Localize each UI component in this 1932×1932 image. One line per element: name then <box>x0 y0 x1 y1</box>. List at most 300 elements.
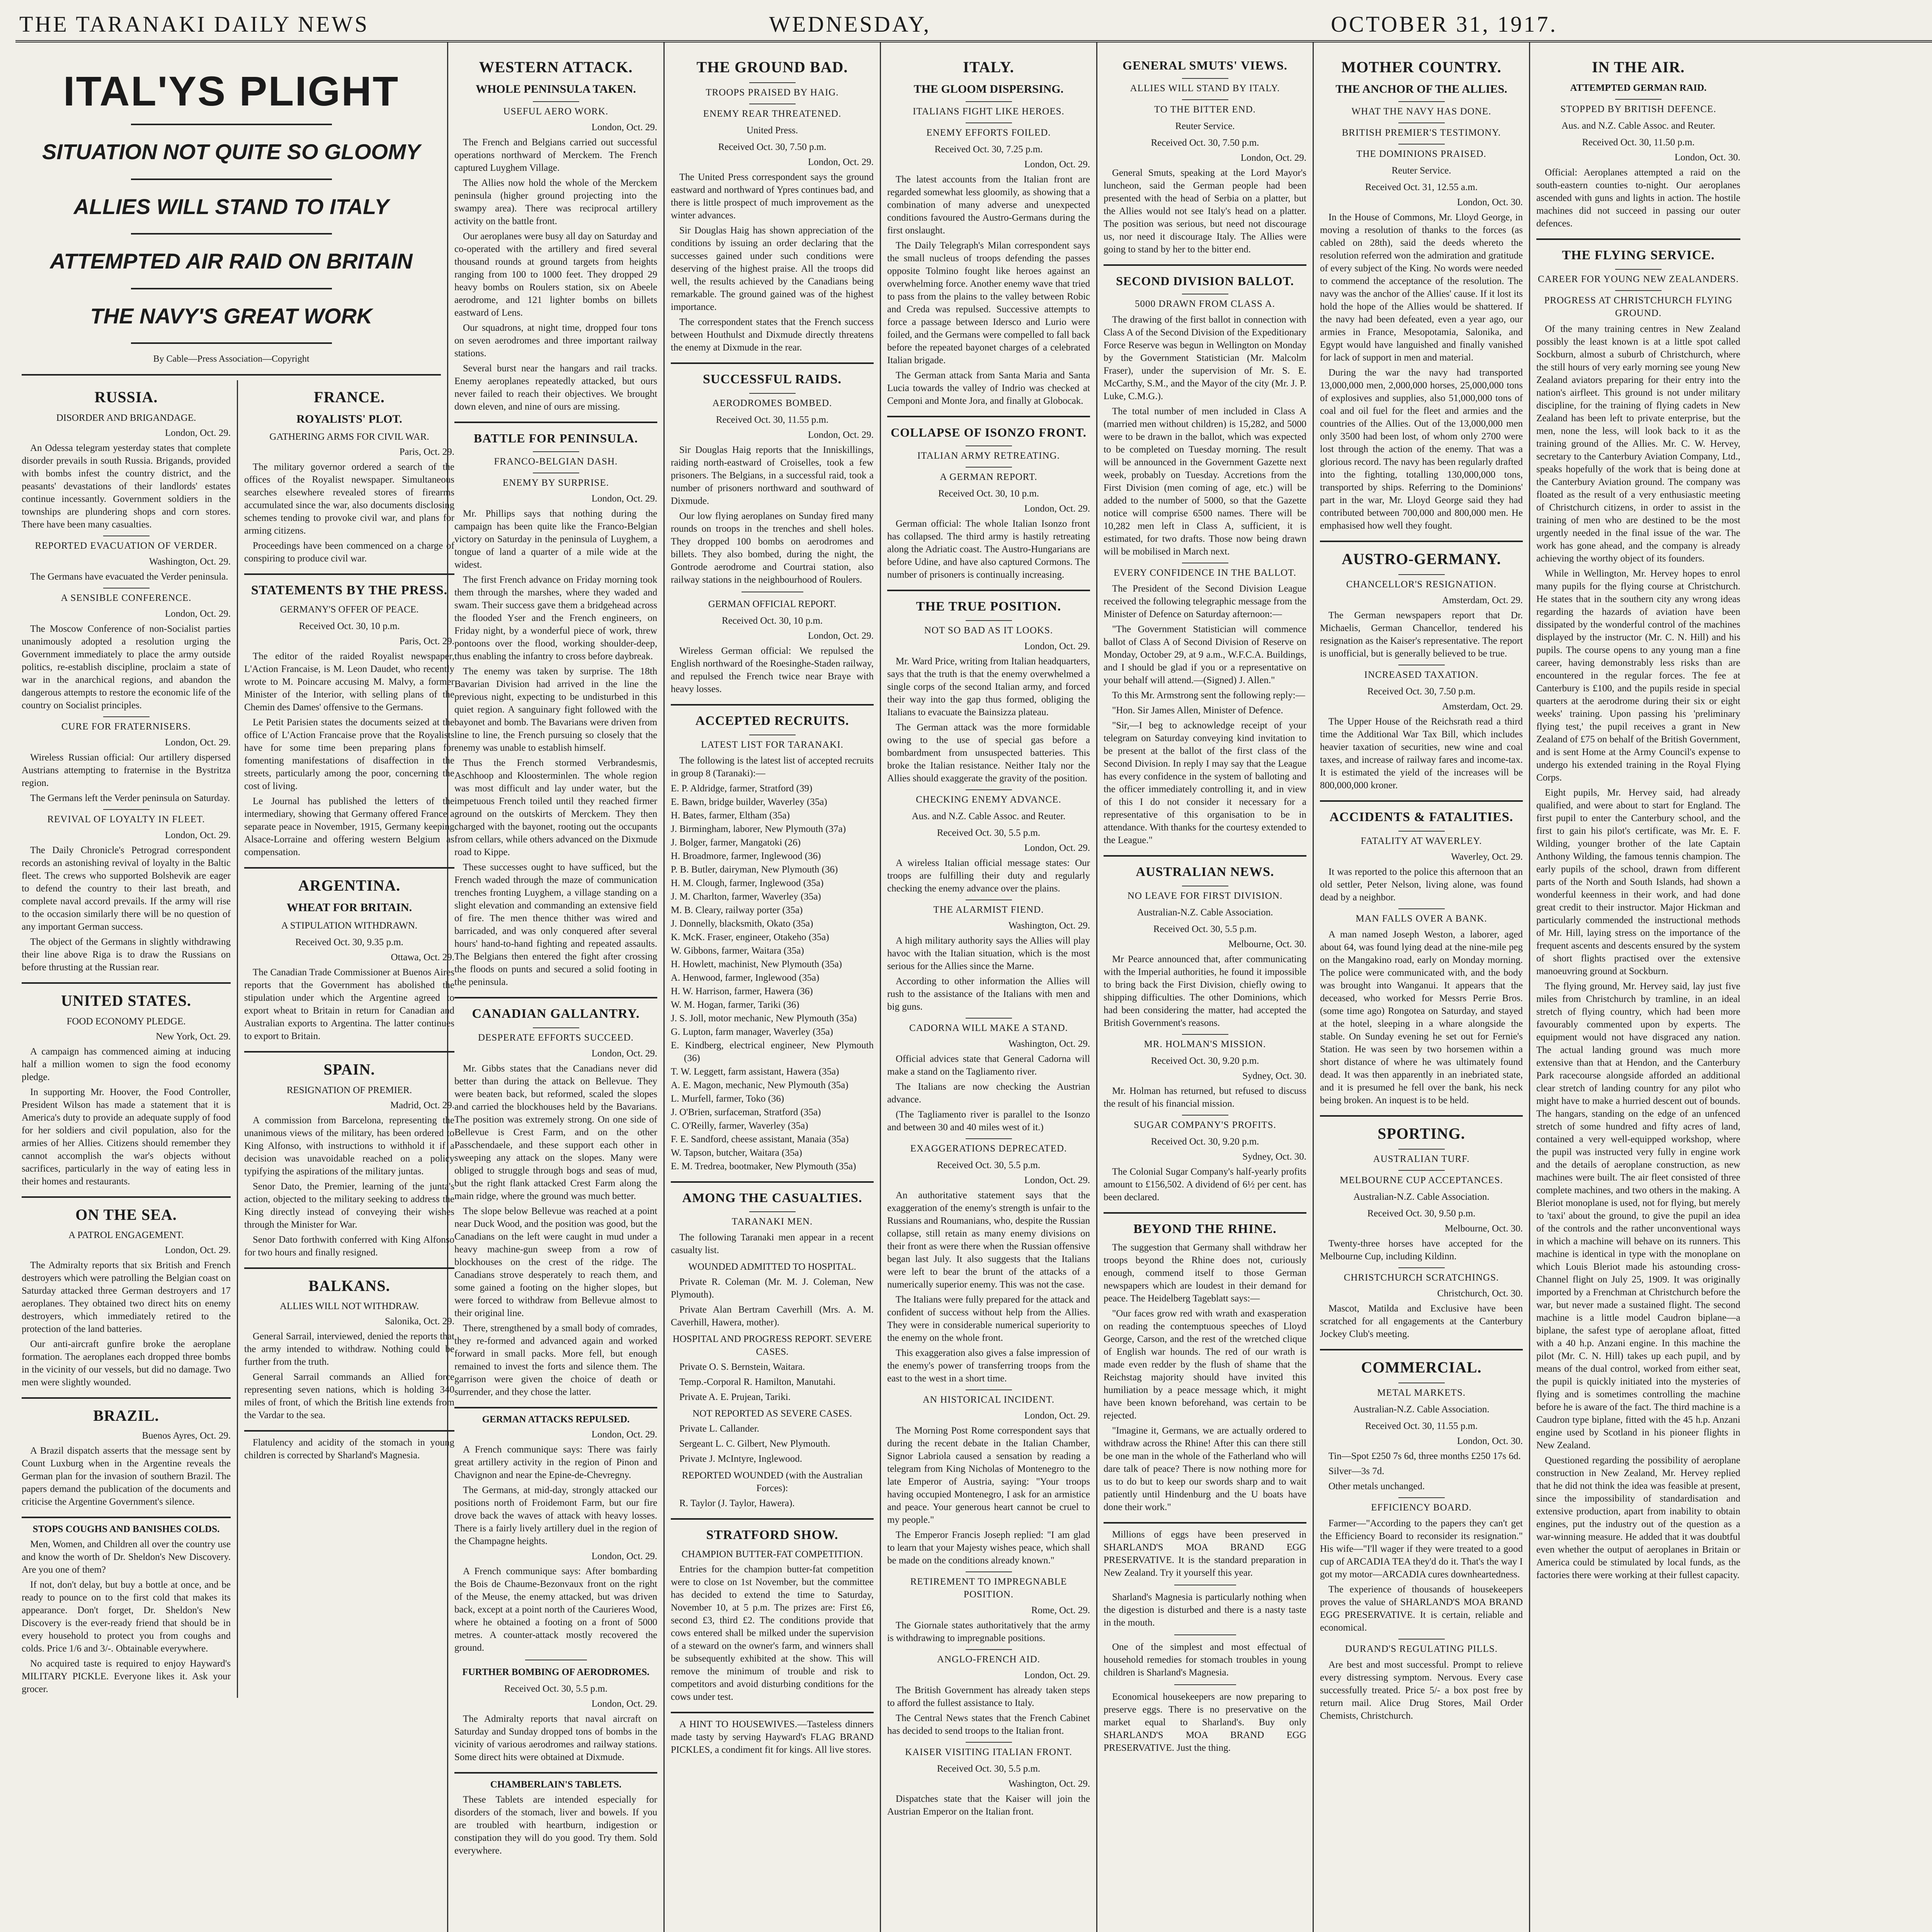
paragraph: The German attack from Santa Maria and Santa Lucia towards the valley of Indrio was checked at Cemponi and Monte Jora, and finally at Globocak. <box>887 370 1090 406</box>
subheading: MAN FALLS OVER A BANK. <box>1320 908 1523 925</box>
section-heading: STRATFORD SHOW. <box>706 1528 838 1543</box>
dateline: London, Oct. 29. <box>808 156 874 167</box>
paragraph: Silver—3s 7d. <box>1328 1466 1384 1476</box>
section-heading: ARGENTINA. <box>298 877 401 895</box>
section-heading: FRANCE. <box>314 388 385 406</box>
received-line: Received Oct. 30, 9.20 p.m. <box>1151 1056 1259 1066</box>
divider <box>131 288 332 289</box>
source-line: Reuter Service. <box>1175 121 1235 132</box>
paragraph: Official: Aeroplanes attempted a raid on the south-eastern counties to-night. Our aeroplanes ascended with guns and lights in action. The hostile machines did not succeed in passing our outer defences. <box>1536 167 1740 229</box>
list-item: Private R. Coleman (Mr. M. J. Coleman, New Plymouth). <box>671 1277 874 1300</box>
list-item: J. S. Joll, motor mechanic, New Plymouth (35a) <box>671 1013 857 1024</box>
section-heading: WESTERN ATTACK. <box>479 58 633 76</box>
dateline: London, Oct. 29. <box>591 1048 657 1059</box>
paragraph: The President of the Second Division League received the following telegraphic message from the Minister of Defence on Saturday afternoon:— <box>1104 583 1306 620</box>
subheading: ROYALISTS' PLOT. <box>296 412 402 425</box>
subheading: A PATROL ENGAGEMENT. <box>68 1230 184 1241</box>
list-item: E. M. Tredrea, bootmaker, New Plymouth (35a) <box>671 1161 856 1172</box>
list-item: Sergeant L. C. Gilbert, New Plymouth. <box>679 1439 830 1449</box>
dateline: Ottawa, Oct. 29. <box>391 952 454 963</box>
section-heading: BALKANS. <box>308 1277 390 1294</box>
dateline: Madrid, Oct. 29. <box>390 1100 454 1111</box>
subheading: ITALIAN ARMY RETREATING. <box>887 446 1090 462</box>
dateline: Waverley, Oct. 29. <box>1451 852 1523 862</box>
subheading: MELBOURNE CUP ACCEPTANCES. <box>1320 1170 1523 1187</box>
dateline: London, Oct. 29. <box>1024 1175 1090 1185</box>
paragraph: A high military authority says the Allies will play havoc with the Italian situation, which is the most serious for the Allies since the Marne. <box>887 935 1090 971</box>
received-line: Received Oct. 30, 9.20 p.m. <box>1151 1136 1259 1147</box>
advert-text: The experience of thousands of housekeepers proves the value of SHARLAND'S MOA BRAND EGG PRESERVATIVE. It is certain, reliable and economical. <box>1320 1584 1523 1633</box>
received-line: Received Oct. 31, 12.55 a.m. <box>1365 182 1478 193</box>
divider <box>454 422 657 423</box>
banner-headline: SITUATION NOT QUITE SO GLOOMY <box>42 139 420 164</box>
dateline: Melbourne, Oct. 30. <box>1444 1223 1523 1234</box>
advert-text: These Tablets are intended especially for disorders of the stomach, liver and bowels. If you are troubled with heartburn, indigestion or constipation they will do you good. Try them. Sold everywhere. <box>454 1794 657 1856</box>
list-item: E. Kindberg, electrical engineer, New Plymouth (36) <box>671 1040 874 1063</box>
banner-headline: ALLIES WILL STAND TO ITALY <box>73 194 389 219</box>
dateline: London, Oct. 29. <box>1024 641 1090 651</box>
column-3 <box>448 43 665 1932</box>
received-line: Received Oct. 30, 7.25 p.m. <box>934 144 1043 155</box>
subheading: EXAGGERATIONS DEPRECATED. <box>887 1138 1090 1155</box>
list-item: J. Donnelly, blacksmith, Okato (35a) <box>671 918 813 929</box>
paragraph: While in Wellington, Mr. Hervey hopes to enrol many pupils for the flying course at Christchurch. He states that in the southern city any wrong ideas regarding the hazards of aviation have been dissipated by the wonderful control of the machines displayed by the instructor (Mr. C. N. Hill) and his pupils. The course opens to any young man a fine career, having demonstrably less risks than are encountered in the regular forces. The fee at Canterbury is £100, and the pupils reside in special quarters at the aerodrome during their six or eight weeks' training. Upon passing his 'preliminary flying test,' the pupil receives a grant in New Zealand of £75 on behalf of the British Government, and is sent Home at the Army Council's expense to undergo his extended training in the Royal Flying Corps. <box>1536 568 1740 783</box>
list-item: P. B. Butler, dairyman, New Plymouth (36) <box>671 864 838 875</box>
divider <box>1104 264 1306 266</box>
section-heading: ACCEPTED RECRUITS. <box>695 713 849 728</box>
column-7 <box>1314 43 1530 1932</box>
subheading: CURE FOR FRATERNISERS. <box>22 716 231 733</box>
subheading: LATEST LIST FOR TARANAKI. <box>671 735 874 751</box>
subheading: KAISER VISITING ITALIAN FRONT. <box>887 1742 1090 1759</box>
paragraph: General Sarrail, interviewed, denied the reports that the army intended to withdraw. Nothing could be further from the truth. <box>244 1331 454 1367</box>
paragraph: During the war the navy had transported 13,000,000 men, 2,000,000 horses, 25,000,000 tons of explosives and supplies, also 51,000,000 tons of coal and oil fuel for the fleet and armies and the countries of the Allies. Out of the 13,000,000 men only 3500 had been lost, of whom only 2700 were lost through the action of the enemy. That was a glorious record. The navy has been regularly drafted into the fighting, totalling 130,000,000 tons, transported by ships. Referring to the Dominions' part in the war, Mr. Lloyd George said they had contributed between 700,000 and 800,000 men. He emphasised how well they fought. <box>1320 367 1523 531</box>
paragraph: Senor Dato forthwith conferred with King Alfonso for two hours and finally resigned. <box>244 1234 454 1258</box>
paragraph: Entries for the champion butter-fat competition were to close on 1st November, but the committee has decided to extend the time to Saturday, November 10, at 5 p.m. The prizes are: First £6, second £3, third £2. The conditions provide that cows entered shall be milked under the supervision of a steward on the owner's farm, and winners shall be subsequently exhibited at the show. This will remove the minimum of trouble and risk to competitors and avoid disturbing conditions for the cows under test. <box>671 1564 874 1702</box>
dateline: London, Oct. 29. <box>1024 159 1090 170</box>
list-item: J. Bolger, farmer, Mangatoki (26) <box>671 837 801 848</box>
divider <box>22 1397 231 1399</box>
divider <box>131 342 332 344</box>
recruit-list <box>671 782 874 1173</box>
list-item: J. O'Brien, surfaceman, Stratford (35a) <box>671 1107 821 1117</box>
received-line: Received Oct. 30, 5.5 p.m. <box>937 1160 1041 1170</box>
received-line: Received Oct. 30, 11.55 p.m. <box>716 414 829 425</box>
dateline: London, Oct. 29. <box>165 1245 231 1256</box>
section-heading: MOTHER COUNTRY. <box>1341 58 1502 76</box>
advert-text: If not, don't delay, but buy a bottle at once, and be ready to pounce on to the first cold that makes its appearance. Don't forget, Dr. Sheldon's New Discovery is the ever-ready friend that should be in every household to protect you from coughs and colds. Price 1/6 and 3/-. Obtainable everywhere. <box>22 1580 231 1654</box>
paragraph: This exaggeration also gives a false impression of the enemy's power of transferring troops from the east to the west in a short time. <box>887 1347 1090 1384</box>
subheading: RESIGNATION OF PREMIER. <box>286 1085 412 1095</box>
subheading: AN HISTORICAL INCIDENT. <box>887 1389 1090 1406</box>
received-line: Received Oct. 30, 5.5 p.m. <box>937 827 1041 838</box>
paragraph: Sir Douglas Haig has shown appreciation of the conditions by issuing an order declaring that the successes gained under such conditions were deserving of the highest praise. All the troops did well, the results achieved by the Canadians being remarkable. The ground gained was of the highest importance. <box>671 225 874 312</box>
subheading: GATHERING ARMS FOR CIVIL WAR. <box>269 432 429 442</box>
dateline: London, Oct. 30. <box>1674 152 1740 163</box>
paragraph: Eight pupils, Mr. Hervey said, had already qualified, and were about to start for England. The first pupil to enter the Canterbury school, and the first to gain his pilot's certificate, was Mr. E. F. Wilding, younger brother of the late Captain Anthony Wilding, the famous tennis champion. The early pupils of the school, drawn from different parts of the North and South Islands, had shown a wonderful keenness in their work, and had done great credit to their instructor. Major Hickman and particularly commended the instructional methods of Mr. Hill, laying stress on the importance of the frequent ascents and descents ensured by the system of short flights practised over the extensive manoeuvring ground at Sockburn. <box>1536 787 1740 976</box>
paragraph: General Sarrail commands an Allied force representing seven nations, which is holding 340 miles of front, of which the British line extends from the Vardar to the sea. <box>244 1372 454 1421</box>
received-line: Received Oct. 30, 10 p.m. <box>721 615 823 626</box>
list-item: G. Lupton, farm manager, Waverley (35a) <box>671 1026 833 1037</box>
paragraph: Le Journal has published the letters of the intermediary, showing that Germany offered France a separate peace in November, 1915, Germany keeping Alsace-Lorraine and offering western Belgium as compensation. <box>244 796 454 858</box>
paragraph: A Brazil dispatch asserts that the message sent by Count Luxburg when in the Argentine reveals the German plan for the invasion of southern Brazil. The papers demand the publication of the documents and criticise the Argentine Government's silence. <box>22 1446 231 1507</box>
list-item: Private J. McIntyre, Inglewood. <box>679 1454 802 1464</box>
paragraph: Other metals unchanged. <box>1328 1481 1425 1492</box>
subheading: DESPERATE EFFORTS SUCCEED. <box>454 1027 657 1044</box>
subheading: NOT SO BAD AS IT LOOKS. <box>887 620 1090 637</box>
paragraph: Mascot, Matilda and Exclusive have been scratched for all engagements at the Canterbury Jockey Club's meeting. <box>1320 1303 1523 1339</box>
list-item: Private O. S. Bernstein, Waitara. <box>679 1362 805 1372</box>
paragraph: Wireless Russian official: Our artillery dispersed Austrians attempting to fraternise in the Bystritza region. <box>22 752 231 788</box>
paragraph: Our squadrons, at night time, dropped four tons on seven aerodromes and three important railway stations. <box>454 323 657 359</box>
paragraph: The Germans, at mid-day, strongly attacked our positions north of Froidemont Farm, but our fire drove back the waves of attack with heavy losses. There is a fairly lively artillery duel in the region of the Champagne heights. <box>454 1485 657 1546</box>
dateline: London, Oct. 29. <box>1024 503 1090 514</box>
subheading: A STIPULATION WITHDRAWN. <box>281 920 418 931</box>
advert-text: Farmer—"According to the papers they can't get the Efficiency Board to reconsider its resignation." His wife—"I'll wager if they were treated to a good cup of ARCADIA TEA they'd do it. That's the way I got my motor—ARCADIA cures downheartedness. <box>1320 1518 1523 1580</box>
paragraph: A campaign has commenced aiming at inducing half a million women to sign the food economy pledge. <box>22 1046 231 1082</box>
divider <box>1104 1212 1306 1214</box>
divider <box>131 233 332 235</box>
subheading: REPORTED WOUNDED (with the Australian Forces): <box>682 1470 863 1494</box>
divider <box>1320 541 1523 542</box>
advert-text: Sharland's Magnesia is particularly nothing when the digestion is disturbed and there is a nasty taste in the mouth. <box>1104 1592 1306 1628</box>
paragraph: Our low flying aeroplanes on Sunday fired many rounds on troops in the trenches and shell holes. They dropped 100 bombs on aerodromes and billets. They also bombed, during the night, the Gontrode aerodrome and Courtrai station, also railway stations in the neighbourhood of Roulers. <box>671 510 874 585</box>
subheading: ATTEMPTED GERMAN RAID. <box>1570 82 1707 93</box>
dateline: London, Oct. 29. <box>591 493 657 504</box>
subheading: PROGRESS AT CHRISTCHURCH FLYING GROUND. <box>1536 290 1740 320</box>
paragraph: The Admiralty reports that naval aircraft on Saturday and Sunday dropped tons of bombs in the vicinity of various aerodromes and railway stations. Some direct hits were obtained at Dixmude. <box>454 1713 657 1762</box>
subheading: USEFUL AERO WORK. <box>454 101 657 118</box>
advert-text: Men, Women, and Children all over the country use and know the worth of Dr. Sheldon's New Discovery. Are you one of them? <box>22 1539 231 1575</box>
paragraph: The Canadian Trade Commissioner at Buenos Aires reports that the Government has abolished the stipulation under which the Argentine agreed to export wheat to Britain in return for Canadian and Australian exports to Argentina. The latter continues to export to Britain. <box>244 967 454 1041</box>
advert-text: Are best and most successful. Prompt to relieve every distressing symptom. Nervous. Every case successfully treated. Price 5/- a box post free by return mail. Alice Drug Stores, Mail Order Chemists, Christchurch. <box>1320 1659 1523 1721</box>
dateline: London, Oct. 29. <box>1024 1410 1090 1421</box>
list-item: M. B. Cleary, railway porter (35a) <box>671 905 803 915</box>
subheading: NOT REPORTED AS SEVERE CASES. <box>692 1408 852 1419</box>
paragraph: Sir Douglas Haig reports that the Inniskillings, raiding north-eastward of Croiselles, took a few prisoners. The Belgians, in a successful raid, took a number of prisoners northward and southward of Dixmude. <box>671 444 874 506</box>
received-line: Received Oct. 30, 10 p.m. <box>299 621 400 632</box>
divider <box>22 1196 231 1198</box>
subheading: TROOPS PRAISED BY HAIG. <box>671 82 874 99</box>
section-heading: RUSSIA. <box>94 388 158 406</box>
paragraph: A wireless Italian official message states: Our troops are fulfilling their duty and regularly checking the enemy advance over the plains. <box>887 857 1090 894</box>
subheading: METAL MARKETS. <box>1320 1383 1523 1399</box>
subheading: 5000 DRAWN FROM CLASS A. <box>1104 294 1306 310</box>
advert-text: Flatulency and acidity of the stomach in young children is corrected by Sharland's Magnesia. <box>244 1437 454 1461</box>
dateline: London, Oct. 29. <box>591 1551 657 1561</box>
section-heading: AMONG THE CASUALTIES. <box>682 1190 862 1205</box>
paragraph: The following Taranaki men appear in a recent casualty list. <box>671 1232 874 1256</box>
dateline: Washington, Oct. 29. <box>149 556 231 567</box>
list-item: J. Birmingham, laborer, New Plymouth (37a) <box>671 823 846 834</box>
section-heading: COMMERCIAL. <box>1361 1358 1482 1376</box>
list-item: E. Bawn, bridge builder, Waverley (35a) <box>671 796 827 807</box>
list-item: J. M. Charlton, farmer, Waverley (35a) <box>671 891 821 902</box>
list-item: A. E. Magon, mechanic, New Plymouth (35a) <box>671 1080 849 1090</box>
dateline: London, Oct. 29. <box>591 1429 657 1440</box>
subheading: WOUNDED ADMITTED TO HOSPITAL. <box>688 1262 856 1272</box>
advert-heading: CHAMBERLAIN'S TABLETS. <box>490 1779 622 1790</box>
masthead <box>15 8 1932 43</box>
section-heading: GENERAL SMUTS' VIEWS. <box>1122 58 1287 72</box>
section-heading: SPORTING. <box>1378 1125 1465 1143</box>
paragraph: Mr. Ward Price, writing from Italian headquarters, says that the truth is that the enemy overwhelmed a single corps of the second Italian army, and forced their way into the gap thus formed, obliging the Italians to evacuate the Bainsizza plateau. <box>887 656 1090 718</box>
divider <box>671 1712 874 1713</box>
divider <box>1320 800 1523 802</box>
list-item: Temp.-Corporal R. Hamilton, Manutahi. <box>679 1377 836 1388</box>
subheading: REPORTED EVACUATION OF VERDER. <box>22 536 231 552</box>
subheading: CHANCELLOR'S RESIGNATION. <box>1320 574 1523 591</box>
dateline: Amsterdam, Oct. 29. <box>1442 595 1523 606</box>
subheading: DISORDER AND BRIGANDAGE. <box>56 412 196 423</box>
section-heading: ITALY. <box>963 58 1014 76</box>
divider <box>454 1407 657 1408</box>
subheading: REVIVAL OF LOYALTY IN FLEET. <box>22 809 231 826</box>
received-line: Received Oct. 30, 7.50 p.m. <box>1151 138 1259 148</box>
paragraph: These successes ought to have sufficed, but the French waded through the maze of communication trenches fronting Luyghem, a village standing on a slight elevation and commanding an extensive field of fire. The men thence thither was wired and barricaded, and was only conquered after several hours' hand-to-hand fighting and repeated assaults. The Belgians then entered the fight after crossing the floods on punts and secured a solid footing in the peninsula. <box>454 862 657 987</box>
subheading: SUGAR COMPANY'S PROFITS. <box>1104 1115 1306 1131</box>
divider <box>671 1518 874 1520</box>
divider <box>22 1517 231 1518</box>
dateline: London, Oct. 29. <box>1024 842 1090 853</box>
source-line: Aus. and N.Z. Cable Assoc. and Reuter. <box>912 811 1066 821</box>
paragraph: The British Government has already taken steps to afford the fullest assistance to Italy. <box>887 1685 1090 1708</box>
paragraph: Mr. Holman has returned, but refused to discuss the result of his financial mission. <box>1104 1086 1306 1109</box>
dateline: London, Oct. 29. <box>591 1698 657 1709</box>
section-heading: BATTLE FOR PENINSULA. <box>474 431 638 446</box>
paragraph: The suggestion that Germany shall withdraw her troops beyond the Rhine does not, curiously enough, commend itself to those German newspapers which are loudest in their demand for peace. The Heidelberg Tageblatt says:— <box>1104 1242 1306 1304</box>
paragraph: According to other information the Allies will rush to the assistance of the Italians with men and big guns. <box>887 976 1090 1012</box>
paragraph: Mr. Gibbs states that the Canadians never did better than during the attack on Bellevue. They were beaten back, but reformed, scaled the slopes and carried the blockhouses held by the Bavarians. The position was extremely strong. On one side of Bellevue is Crest Farm, and on the other Passchendaele, and these support each other in sweeping any attack on the slopes. Many were obliged to struggle through bogs and seas of mud, but the right flank attacked Crest Farm along the main ridge, where the ground was much better. <box>454 1063 657 1201</box>
list-item: W. Tapson, butcher, Waitara (35a) <box>671 1147 802 1158</box>
paragraph: To this Mr. Armstrong sent the following reply:— <box>1112 690 1305 701</box>
dateline: Paris, Oct. 29. <box>399 636 454 647</box>
source-line: Aus. and N.Z. Cable Assoc. and Reuter. <box>1561 120 1715 131</box>
paragraph: The Germans have evacuated the Verder peninsula. <box>30 571 228 582</box>
paragraph: The object of the Germans in slightly withdrawing their line above Riga is to draw the Russians on before thrusting at the Russian rear. <box>22 936 231 973</box>
dateline: Sydney, Oct. 30. <box>1242 1151 1306 1162</box>
paragraph: In supporting Mr. Hoover, the Food Controller, President Wilson has made a statement that it is America's duty to provide an adequate supply of food for her soldiers and civil population, also for the armies of her Allies. Citizens should remember they cannot accomplish the war's objects without sacrifices, particularly in the way of eating less in their homes and restaurants. <box>22 1087 231 1187</box>
column-5 <box>881 43 1097 1932</box>
list-item: H. M. Clough, farmer, Inglewood (35a) <box>671 878 824 888</box>
paragraph: (The Tagliamento river is parallel to the Isonzo and between 30 and 40 miles west of it.) <box>887 1109 1090 1133</box>
dateline: London, Oct. 29. <box>165 608 231 619</box>
paragraph: The Upper House of the Reichsrath read a third time the Additional War Tax Bill, which includes heavier taxation of securities, new wine and coal taxes, and increase of railway fares and income-tax. It is estimated the yield of the increases will be 800,000,000 kroner. <box>1320 716 1523 791</box>
advert-text: A HINT TO HOUSEWIVES.—Tasteless dinners made tasty by serving Hayward's FLAG BRAND PICKLES, a condiment fit for kings. All live stores. <box>671 1719 874 1755</box>
banner-title: ITAL'YS PLIGHT <box>63 68 400 114</box>
source-line: Reuter Service. <box>1391 165 1451 176</box>
subheading: AUSTRALIAN TURF. <box>1320 1149 1523 1165</box>
paragraph: Our aeroplanes were busy all day on Saturday and co-operated with the artillery and fired several thousand rounds at ground targets from heights ranging from 100 to 1000 feet. They dropped 29 heavy bombs on Roulers station, six on Abeele aerodrome, and 121 lighter bombs on billets eastward of Lens. <box>454 231 657 318</box>
divider <box>671 704 874 706</box>
paragraph: The slope below Bellevue was reached at a point near Duck Wood, and the position was good, but the Canadians on the left were caught in mud under a heavy machine-gun sweep from a row of blockhouses on the crest of the ridge. The Canadians strove desperately to reach them, and some gained a footing on the higher slopes, but were forced to withdraw from Bellevue almost to their original line. <box>454 1206 657 1318</box>
received-line: Received Oct. 30, 10 p.m. <box>938 488 1039 499</box>
source-line: Australian-N.Z. Cable Association. <box>1353 1404 1490 1415</box>
divider <box>22 374 441 376</box>
dateline: Salonika, Oct. 29. <box>385 1316 454 1327</box>
divider <box>131 124 332 125</box>
section-heading: UNITED STATES. <box>61 992 192 1009</box>
advert-text: No acquired taste is required to enjoy Hayward's MILITARY PICKLE. Everyone likes it. Ask your grocer. <box>22 1658 231 1695</box>
dateline: Paris, Oct. 29. <box>399 447 454 457</box>
paragraph: The Giornale states authoritatively that the army is withdrawing to impregnable positions. <box>887 1620 1090 1643</box>
subheading: ITALIANS FIGHT LIKE HEROES. <box>887 101 1090 118</box>
dateline: London, Oct. 29. <box>165 830 231 840</box>
paragraph: The German newspapers report that Dr. Michaelis, German Chancellor, tendered his resignation as the Kaiser's representative. The report is unofficial, but is generally believed to be true. <box>1320 610 1523 659</box>
section-heading: IN THE AIR. <box>1592 58 1685 76</box>
paragraph: The drawing of the first ballot in connection with Class A of the Second Division of the Expeditionary Force Reserve was begun in Wellington on Monday by the Government Statistician (Mr. Malcolm Fraser), under the supervision of Mr. S. E. McCarthy, S.M., and the Mayor of the city (Mr. J. P. Luke, C.M.G.). <box>1104 315 1306 402</box>
paragraph: The French and Belgians carried out successful operations northward of Merckem. The French captured Luyghem Village. <box>454 137 657 173</box>
paragraph: Our anti-aircraft gunfire broke the aeroplane formation. The aeroplanes each dropped three bombs in the vicinity of our vessels, but did no damage. Two men were slightly wounded. <box>22 1339 231 1388</box>
section-heading: THE FLYING SERVICE. <box>1562 248 1715 262</box>
paragraph: Questioned regarding the possibility of aeroplane construction in New Zealand, Mr. Hervey replied that he did not think the idea was feasible at present, since the impossibility of standardisation and extensive production, apart from inability to obtain engines, put the industry out of the question as a war-winning measure. He added that it was doubtful even whether the output of aeroplanes in Britain or America could be stimulated by local funds, as the factories there were working at their fullest capacity. <box>1536 1455 1740 1580</box>
paragraph: A French communique says: After bombarding the Bois de Chaume-Bezonvaux front on the right of the Meuse, the enemy attacked, but was driven back, except at a point north of the Caurieres Wood, where he obtained a footing on a front of 5000 metres. A counter-attack mostly recovered the ground. <box>454 1566 657 1653</box>
paragraph: The total number of men included in Class A (married men without children) is 15,282, and 5000 were to be drawn in the ballot, which was expected to be completed on Tuesday morning. The result will be announced in the Government Gazette next week, probably on Tuesday. Accretions from the First Division (men coming of age, etc.) will be added to the number of 5000, so that the Gazette notice will comprise 6500 names. There will be 10,282 men left in Class A, sufficient, it is estimated, for two drafts. Those now being drawn will be mobilised in March next. <box>1104 406 1306 557</box>
dateline: London, Oct. 29. <box>808 630 874 641</box>
section-heading: STATEMENTS BY THE PRESS. <box>251 583 448 598</box>
divider <box>887 590 1090 591</box>
paragraph: There, strengthened by a small body of comrades, they re-formed and advanced again and worked forward in small packs. More fell, but enough remained to invest the forts and silence them. The garrison were given the choice of death or surrender, and they chose the latter. <box>454 1323 657 1397</box>
section-heading: SECOND DIVISION BALLOT. <box>1116 274 1294 288</box>
subheading: INCREASED TAXATION. <box>1320 665 1523 681</box>
received-line: Received Oct. 30, 11.50 p.m. <box>1582 137 1695 148</box>
paragraph: A French communique says: There was fairly great artillery activity in the region of Pinon and Chavignon and near the Epine-de-Chevregny. <box>454 1444 657 1480</box>
advert-text: Economical housekeepers are now preparing to preserve eggs. There is no preservative on the market equal to Sharland's. Buy only SHARLAND'S MOA BRAND EGG PRESERVATIVE. Just the thing. <box>1104 1692 1306 1753</box>
subheading: FRANCO-BELGIAN DASH. <box>454 451 657 468</box>
list-item: A. Henwood, farmer, Inglewood (35a) <box>671 972 820 983</box>
subcolumn-right <box>238 380 454 1698</box>
paragraph: The Italians are now checking the Austrian advance. <box>887 1081 1090 1105</box>
paragraph: "Imagine it, Germans, we are actually ordered to withdraw across the Rhine! After this can there still be one man in the whole of the Fatherland who will dare talk of peace? There is now nothing more for us to do but to keep our swords sharp and to wait patiently until Hindenburg and the U boats have done their work." <box>1104 1425 1306 1513</box>
paragraph: Twenty-three horses have accepted for the Melbourne Cup, including Kildinn. <box>1320 1238 1523 1262</box>
paragraph: The Central News states that the French Cabinet has decided to send troops to the Italian front. <box>887 1713 1090 1736</box>
divider <box>1174 1684 1236 1685</box>
subheading: CHAMPION BUTTER-FAT COMPETITION. <box>681 1549 863 1560</box>
paragraph: The Moscow Conference of non-Socialist parties unanimously adopted a resolution urging the Government immediately to place the army outside politics, re-establish discipline, proclaim a state of war in the anarchical regions, and abandon the dangerous attempts to restore the economic life of the country on Socialist principles. <box>22 623 231 711</box>
subheading: FOOD ECONOMY PLEDGE. <box>66 1016 186 1027</box>
source-line: Australian-N.Z. Cable Association. <box>1353 1191 1490 1202</box>
subheading: AERODROMES BOMBED. <box>671 393 874 410</box>
divider <box>1320 1115 1523 1117</box>
paragraph: The Emperor Francis Joseph replied: "I am glad to learn that your Majesty wishes peace, which shall be made on the conditions already known." <box>887 1529 1090 1566</box>
list-item: W. Gibbons, farmer, Waitara (35a) <box>671 945 804 956</box>
received-line: Received Oct. 30, 5.5 p.m. <box>937 1763 1041 1774</box>
paragraph: General Smuts, speaking at the Lord Mayor's luncheon, said the German people had been presented with the head of Serbia on a platter, but the Allies would not see Italy's head on a platter. The position was serious, but need not discourage us, nor need it discourage Italy. The Allies were going to stand by her to the bitter end. <box>1104 168 1306 255</box>
paragraph: The military governor ordered a search of the offices of the Royalist newspaper. Simultaneous searches elsewhere revealed stores of firearms accumulated since the war, also documents disclosing schemes tending to provoke civil war, and plans for arming citizens. <box>244 462 454 536</box>
subheading: EFFICIENCY BOARD. <box>1320 1497 1523 1514</box>
divider <box>454 997 657 998</box>
dateline: London, Oct. 29. <box>808 429 874 440</box>
paragraph: Proceedings have been commenced on a charge of conspiring to produce civil war. <box>244 541 454 564</box>
subheading: ALLIES WILL STAND BY ITALY. <box>1104 78 1306 95</box>
paragraph: Dispatches state that the Kaiser will join the Austrian Emperor on the Italian front. <box>887 1793 1090 1817</box>
subheading: TARANAKI MEN. <box>671 1211 874 1228</box>
paragraph: The German attack was the more formidable owing to the use of special gas before a bombardment from unsuspected batteries. This broke the Italian resistance. Neither Italy nor the Allies should exaggerate the gravity of the position. <box>887 722 1090 784</box>
paragraph: The first French advance on Friday morning took them through the marshes, where they waded and swam. Their success gave them a bridgehead across the flooded Yser and the French engineers, on Friday night, by a wonderful piece of work, threw pontoons over the flood, working shoulder-deep, thus enabling the infantry to cross before daybreak. <box>454 574 657 662</box>
subheading: WHOLE PENINSULA TAKEN. <box>476 82 636 95</box>
list-item: R. Taylor (J. Taylor, Hawera). <box>679 1498 795 1509</box>
subheading: GERMAN OFFICIAL REPORT. <box>708 599 837 609</box>
dateline: Washington, Oct. 29. <box>1008 920 1090 931</box>
divider <box>1320 1349 1523 1350</box>
paragraph: "Our faces grow red with wrath and exasperation on reading the contemptuous speeches of Lloyd George, Carson, and the rest of the wretched clique of English war hounds. The red of our wrath is made even redder by the flush of shame that the Reichstag majority should have invited this humiliation by a peace message which, it might have been known beforehand, was certain to be rejected. <box>1104 1308 1306 1421</box>
subcolumn-left <box>22 380 238 1698</box>
list-item: H. Broadmore, farmer, Inglewood (36) <box>671 850 821 861</box>
dateline: Washington, Oct. 29. <box>1008 1778 1090 1789</box>
dateline: New York, Oct. 29. <box>156 1031 231 1042</box>
received-line: Received Oct. 30, 11.55 p.m. <box>1365 1420 1478 1431</box>
divider <box>22 982 231 984</box>
column-1-2 <box>15 43 454 1932</box>
received-line: Received Oct. 30, 5.5 p.m. <box>504 1683 608 1694</box>
divider <box>671 362 874 364</box>
paragraph: Mr Pearce announced that, after communicating with the Imperial authorities, he found it impossible to bring back the First Division, chiefly owing to shipping difficulties. The other Dominions, which had been considering the matter, had accepted the British Government's reasons. <box>1104 954 1306 1029</box>
list-item: Private Alan Bertram Caverhill (Mrs. A. M. Caverhill, Hawera, mother). <box>671 1304 874 1328</box>
subheading: CHRISTCHURCH SCRATCHINGS. <box>1320 1267 1523 1284</box>
subheading: A GERMAN REPORT. <box>887 467 1090 483</box>
dateline: London, Oct. 29. <box>1024 1670 1090 1680</box>
banner-headline: ATTEMPTED AIR RAID ON BRITAIN <box>50 249 413 274</box>
divider <box>244 1430 454 1432</box>
paragraph: A commission from Barcelona, representing the unanimous views of the military, has been ordered to King Alfonso, with instructions to withhold it if a decision was unavoidable reached on a policy typifying the aspirations of the military juntas. <box>244 1115 454 1177</box>
subheading: THE DOMINIONS PRAISED. <box>1320 144 1523 160</box>
masthead-date: OCTOBER 31, 1917. <box>1331 11 1558 37</box>
subheading: THE ANCHOR OF THE ALLIES. <box>1335 82 1507 95</box>
received-line: Received Oct. 30, 7.50 p.m. <box>718 141 827 152</box>
paragraph: The Morning Post Rome correspondent says that during the recent debate in the Italian Chamber, Signor Labriola caused a sensation by reading a telegram from King Nicholas of Montenegro to the late Emperor of Austria, saying: "Your troops having occupied Montenegro, I ask for an armistice and peace. Your generous heart cannot be cruel to my people." <box>887 1425 1090 1525</box>
paragraph: It was reported to the police this afternoon that an old settler, Peter Nelson, living alone, was found dead by a neighbor. <box>1320 867 1523 903</box>
advert-heading: STOPS COUGHS AND BANISHES COLDS. <box>32 1524 220 1535</box>
dateline: Christchurch, Oct. 30. <box>1437 1288 1523 1299</box>
source-line: United Press. <box>746 125 798 136</box>
paragraph: In the House of Commons, Mr. Lloyd George, in moving a resolution of thanks to the forces (as cabled on 28th), said the deeds whereto the resolution referred won the admiration and gratitude of every subject of the King. No words were needed to commend the acceptance of the resolution. The navy was the anchor of the Allies' cause. If it lost its hold the hope of the Allies would be shattered. If the navy had been defeated, even a year ago, our armies in France, Mesopotamia, Salonika, and Egypt would have languished and finally vanished for lack of support in men and material. <box>1320 212 1523 363</box>
section-heading: SPAIN. <box>323 1060 375 1078</box>
divider <box>1104 855 1306 857</box>
paragraph: An authoritative statement says that the exaggeration of the enemy's strength is unfair to the Russians and Roumanians, who, despite the Russian collapse, still retain as many enemy divisions on their front as were there when the Russian offensive began last July. It also suggests that the Italians were left to bear the brunt of the attacks of a numerically superior enemy. This was not the case. <box>887 1190 1090 1290</box>
divider <box>244 1267 454 1269</box>
subheading: ANGLO-FRENCH AID. <box>887 1649 1090 1666</box>
advert-text: Millions of eggs have been preserved in SHARLAND'S MOA BRAND EGG PRESERVATIVE. It is the standard preparation in New Zealand. Try it yourself this year. <box>1104 1529 1306 1578</box>
dateline: London, Oct. 29. <box>1240 153 1306 163</box>
divider <box>244 867 454 869</box>
divider <box>244 1051 454 1053</box>
received-line: Received Oct. 30, 9.35 p.m. <box>295 937 403 947</box>
section-heading: ON THE SEA. <box>75 1206 177 1223</box>
subheading: BRITISH PREMIER'S TESTIMONY. <box>1320 122 1523 139</box>
paragraph: The following is the latest list of accepted recruits in group 8 (Taranaki):— <box>671 755 874 779</box>
paragraph: The Germans left the Verder peninsula on Saturday. <box>30 793 230 803</box>
section-heading: COLLAPSE OF ISONZO FRONT. <box>891 425 1087 440</box>
divider <box>454 1772 657 1774</box>
divider <box>131 179 332 180</box>
paragraph: Official advices state that General Cadorna will make a stand on the Tagliamento river. <box>887 1053 1090 1077</box>
dateline: Rome, Oct. 29. <box>1031 1605 1090 1616</box>
paragraph: An Odessa telegram yesterday states that complete disorder prevails in south Russia. Brigands, provided with bombs infest the country district, and the peasants' devastations of their landlords' estates continue incessantly. Government soldiers in the townships are plundering shops and corn stores. There have been many casualties. <box>22 442 231 530</box>
paragraph: The latest accounts from the Italian front are regarded somewhat less gloomily, as showing that a combination of many adverse and unexpected conditions favoured the Austro-Germans during the first onslaught. <box>887 174 1090 236</box>
column-6 <box>1097 43 1314 1932</box>
source-line: Australian-N.Z. Cable Association. <box>1137 907 1273 918</box>
paragraph: Mr. Phillips says that nothing during the campaign has been quite like the Franco-Belgian victory on Saturday in the peninsula of Luyghem, a tongue of land a quarter of a mile wide at the widest. <box>454 508 657 570</box>
column-4 <box>665 43 881 1932</box>
paragraph: A man named Joseph Weston, a laborer, aged about 64, was found lying dead at the nine-mile peg on the Mangakino road, early on Monday morning. The police were communicated with, and the body was brought into Wanganui. It appears that the deceased, who worked for Messrs Perrie Bros. (some time ago) Rongotea on Saturday, and stayed at the hotel, sleeping in a whare alongside the stable. On Sunday evening he set out for Fernie's Station. He was seen by two horsemen within a short distance of where he was ultimately found dead. It was then apparently in an inebriated state, and it is presumed he fell over the bank, his neck being broken. An inquest is to be held. <box>1320 929 1523 1106</box>
press-credit: By Cable—Press Association—Copyright <box>153 354 310 364</box>
subheading: NO LEAVE FOR FIRST DIVISION. <box>1104 886 1306 902</box>
divider <box>887 416 1090 417</box>
list-item: K. McK. Fraser, engineer, Otakeho (35a) <box>671 932 829 942</box>
divider <box>1174 1634 1236 1635</box>
list-item: E. P. Aldridge, farmer, Stratford (39) <box>671 783 813 794</box>
paragraph: The United Press correspondent says the ground eastward and northward of Ypres continues bad, and there is little prospect of much improvement as the winter advances. <box>671 172 874 221</box>
